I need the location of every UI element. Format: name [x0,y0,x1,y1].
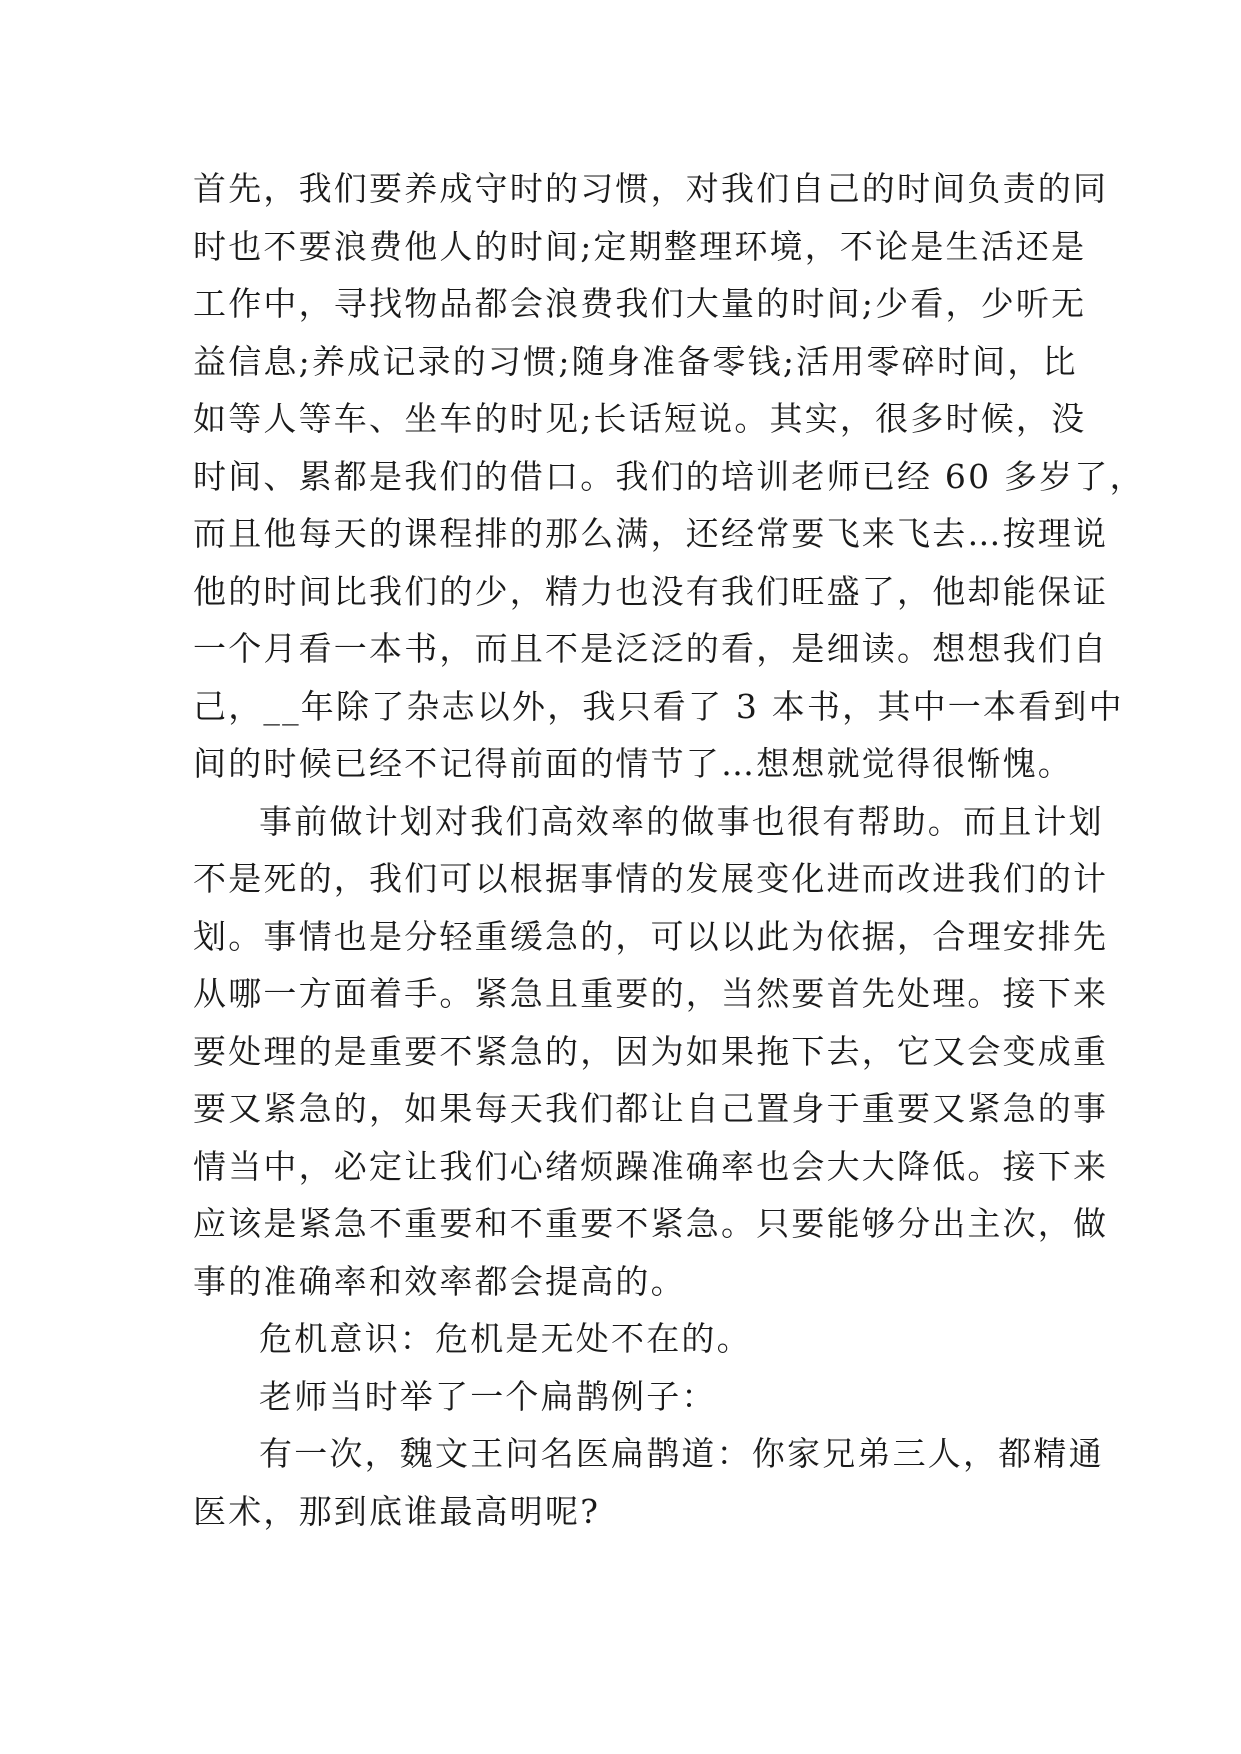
paragraph-start-line: 事前做计划对我们高效率的做事也很有帮助。而且计划 [259,801,1104,841]
text-line: 间的时候已经不记得前面的情节了…想想就觉得很惭愧。 [193,744,1073,783]
text-line: 情当中，必定让我们心绪烦躁准确率也会大大降低。接下来 [193,1146,1109,1186]
paragraph-start-line: 老师当时举了一个扁鹊例子： [259,1376,717,1416]
text-line: 己，__年除了杂志以外，我只看了 3 本书，其中一本看到中 [193,686,1124,726]
text-line: 首先，我们要养成守时的习惯，对我们自己的时间负责的同 [193,169,1109,208]
text-line: 工作中，寻找物品都会浪费我们大量的时间;少看，少听无 [193,284,1087,323]
text-line: 不是死的，我们可以根据事情的发展变化进而改进我们的计 [193,859,1109,898]
text-line: 医术，那到底谁最高明呢? [193,1491,601,1531]
text-line: 事的准确率和效率都会提高的。 [193,1261,686,1301]
text-line: 要处理的是重要不紧急的，因为如果拖下去，它又会变成重 [193,1031,1109,1071]
text-line: 如等人等车、坐车的时见;长话短说。其实，很多时候，没 [193,399,1087,438]
text-line: 要又紧急的，如果每天我们都让自己置身于重要又紧急的事 [193,1089,1109,1128]
text-line: 时间、累都是我们的借口。我们的培训老师已经 60 多岁了， [193,456,1145,496]
text-line: 划。事情也是分轻重缓急的，可以以此为依据，合理安排先 [193,916,1109,956]
paragraph-start-line: 危机意识：危机是无处不在的。 [259,1319,752,1358]
text-line: 益信息;养成记录的习惯;随身准备零钱;活用零碎时间，比 [193,341,1078,381]
body-text [193,160,1145,1540]
paragraph-start-line: 有一次，魏文王问名医扁鹊道：你家兄弟三人，都精通 [259,1434,1104,1473]
text-line: 而且他每天的课程排的那么满，还经常要飞来飞去…按理说 [193,514,1109,553]
text-line: 一个月看一本书，而且不是泛泛的看，是细读。想想我们自 [193,629,1109,668]
text-line: 应该是紧急不重要和不重要不紧急。只要能够分出主次，做 [193,1204,1109,1243]
text-line: 他的时间比我们的少，精力也没有我们旺盛了，他却能保证 [193,571,1109,611]
text-line: 从哪一方面着手。紧急且重要的，当然要首先处理。接下来 [193,974,1109,1013]
text-line: 时也不要浪费他人的时间;定期整理环境，不论是生活还是 [193,226,1087,266]
